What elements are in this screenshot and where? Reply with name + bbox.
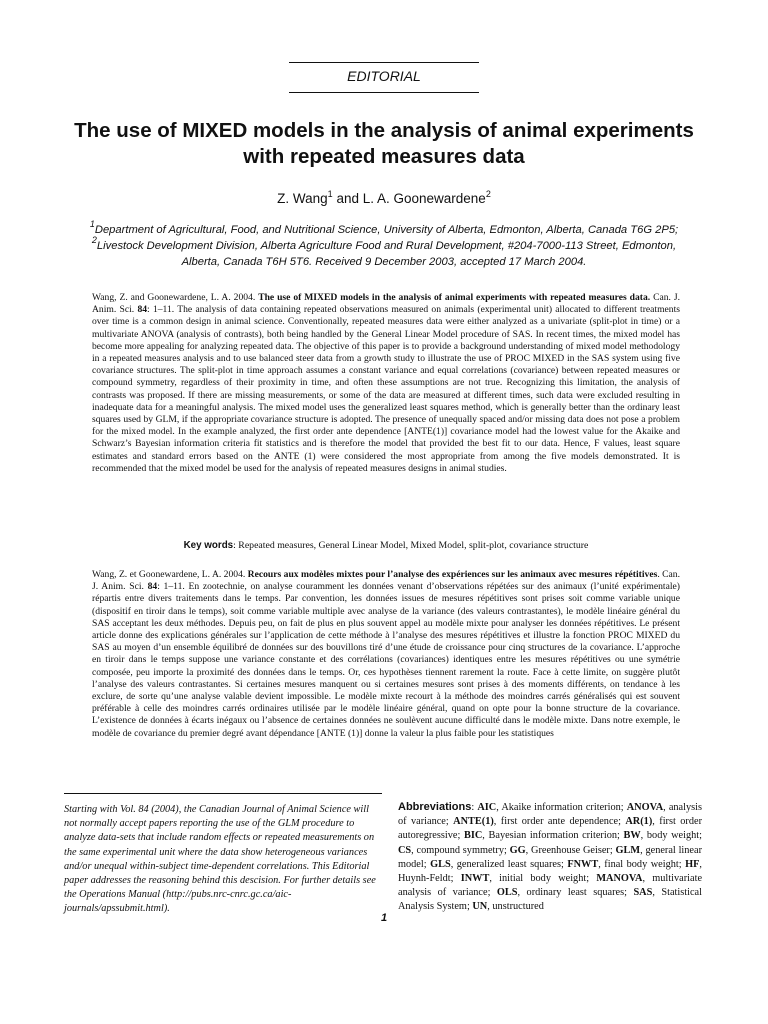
- abbreviation-item: SAS, Statistical Analysis System: [398, 887, 702, 913]
- abbreviation-term: MANOVA: [596, 873, 643, 885]
- header-rule-top: [289, 62, 479, 63]
- abbreviation-definition: Huynh-Feldt: [398, 873, 451, 885]
- abstract-en-journal: Can. J. Anim. Sci.: [92, 292, 681, 316]
- abbreviation-term: AR(1): [625, 816, 653, 828]
- abbreviation-term: UN: [472, 901, 488, 913]
- abbreviation-definition: analysis of variance: [398, 802, 703, 828]
- abbreviation-definition: first order autoregressive: [398, 816, 702, 842]
- abbreviation-term: BIC: [463, 830, 483, 842]
- abbreviation-term: OLS: [496, 887, 518, 899]
- abstract-fr-volume: 84: [147, 581, 158, 593]
- abbreviation-item: CS, compound symmetry: [398, 844, 504, 856]
- abbreviation-item: UN, unstructured: [472, 901, 544, 913]
- abbreviation-definition: generalized least squares: [456, 858, 561, 870]
- abbreviation-definition: multivariate analysis of variance: [398, 873, 703, 899]
- abstract-en-citation: Wang, Z. and Goonewardene, L. A. 2004.: [92, 292, 259, 303]
- abbreviation-definition: initial body weight: [499, 873, 587, 885]
- abbreviation-item: BW, body weight: [623, 830, 700, 842]
- abbreviation-term: SAS: [633, 887, 653, 899]
- affiliation-2-mark: 2: [91, 235, 97, 245]
- abbreviation-term: GG: [509, 844, 526, 856]
- abbreviation-definition: Statistical Analysis System: [398, 887, 702, 913]
- abbreviation-term: FNWT: [567, 858, 599, 870]
- article-title: The use of MIXED models in the analysis of animal experiments with repeated measures data: [74, 119, 694, 168]
- header-rule-bottom: [289, 92, 479, 93]
- abbreviations-list: AIC, Akaike information criterion; ANOVA, analysis of variance; ANTE(1), first order ante dependence; AR(1), first order autoregressive; BIC, Bayesian information criterion; BW, body weight; CS, compound symmetry; GG, Greenhouse Geiser; GLM, general linear model; GLS, generalized least squares; FNWT, final body weight; HF, Huynh-Feldt; INWT, initial body weight; MANOVA, multivariate analysis of variance; OLS, ordinary least squares; SAS, Statistical Analysis System; UN, unstructured: [398, 802, 703, 913]
- author-1-affiliation-mark: 1: [327, 189, 333, 199]
- abbreviation-item: GLS, generalized least squares: [430, 858, 561, 870]
- abstract-fr-text: : 1–11. En zootechnie, on analyse couramment les données venant d’observations répétées sur des animaux (l’unité expérimentale) répartis entre divers traitements dans le temps. Par convention, les données issues de mesures répétitives sont prises soit comme variable unique (dispositif en tiroir dans le temps), soit comme variable multiple avec analyse de la variance (des valeurs contrastantes), le modèle linéaire général du SAS acceptant les deux méthodes. Depuis peu, on fait de plus en plus souvent appel au modèle mixte pour analyser les données répétitives. Le présent article donne des explications générales sur l’application de cette méthode à l’analyse des mesures répétitives et illustre la fonction PROC MIXED du SAS au moyen d’un ensemble équilibré de données sur des bouvillons tiré d’une étude de croissance pour cinq structures de la covariance. L’approche en tiroir dans le temps suppose une variance constante et des corrélations (covariances) identiques entre les mesures répétitives ou une symétrie composée, peu importe la proximité des données dans le temps. Or, ces hypothèses tiennent rarement la route. Face à cette limite, on suggère plutôt l’analyse des valeurs contrastantes. Si certaines mesures manquent ou si certaines mesures sont prises à des moments différents, on tendance à les exclure, de sorte qu’une analyse valable devient impossible. Le modèle mixte recourt à la méthode des moindres carrés généralisés qui est souvent préférable à celle des moindres carrés ordinaires utilisée par le modèle linéaire général, quand on opte pour la bonne structure de la covariance. L’existence de données à écarts inégaux ou l’absence de certaines données ne soulèvent aucune difficulté dans le modèle mixte. Dans notre exemple, le modèle de covariance du premier degré avant dépendance [ANTE (1)] donne la valeur la plus faible pour les statistiques: [92, 581, 680, 739]
- abbreviation-item: BIC, Bayesian information criterion: [463, 830, 617, 842]
- abbreviations: Abbreviations: AIC, Akaike information criterion; ANOVA, analysis of variance; ANTE(1), first order ante dependence; AR(1), first order autoregressive; BIC, Bayesian information criterion; BW, body weight; CS, compound symmetry; GG, Greenhouse Geiser; GLM, general linear model; GLS, generalized least squares; FNWT, final body weight; HF, Huynh-Feldt; INWT, initial body weight; MANOVA, multivariate analysis of variance; OLS, ordinary least squares; SAS, Statistical Analysis System; UN, unstructured: [398, 801, 703, 913]
- abbreviation-definition: Bayesian information criterion: [488, 830, 617, 842]
- abbreviation-definition: first order ante dependence: [500, 816, 619, 828]
- abbreviation-item: AR(1), first order autoregressive: [398, 816, 702, 842]
- abbreviation-item: OLS, ordinary least squares: [496, 887, 625, 899]
- abbreviation-term: GLS: [430, 858, 451, 870]
- abbreviation-item: INWT, initial body weight: [460, 873, 587, 885]
- keywords-label: Key words: [183, 540, 234, 551]
- abbreviation-term: ANOVA: [626, 802, 664, 813]
- author-1: Z. Wang: [277, 191, 328, 206]
- page-number: 1: [380, 912, 388, 924]
- affiliation-2: Livestock Development Division, Alberta Agriculture Food and Rural Development, #204-7000-113 Street, Edmonton, Alberta, Canada T6H 5T6. Received 9 December 2003, accepted 17 March 2004.: [96, 240, 677, 268]
- abbreviation-item: GG, Greenhouse Geiser: [509, 844, 610, 856]
- abstract-french: [92, 569, 680, 740]
- abbreviation-term: ANTE(1): [453, 816, 494, 828]
- abbreviation-item: GLM, general linear model: [398, 844, 703, 870]
- abbreviation-item: MANOVA, multivariate analysis of variance: [398, 873, 703, 899]
- author-2: and L. A. Goonewardene: [332, 191, 486, 206]
- abstract-fr-citation: Wang, Z. et Goonewardene, L. A. 2004.: [92, 569, 248, 580]
- abbreviation-term: HF: [685, 858, 700, 870]
- abstract-fr-title: Recours aux modèles mixtes pour l’analyse des expériences sur les animaux avec mesures répétitives: [247, 569, 658, 580]
- author-line: [0, 191, 768, 206]
- abbreviation-term: INWT: [460, 873, 490, 885]
- affiliations: [78, 219, 690, 270]
- abstract-en-text: : 1–11. The analysis of data containing repeated observations measured on animals (experimental unit) allocated to different treatments over time is a common design in animal science. Conventionally, repeated measures data were either analyzed as a univariate (split-plot in time) or a multivariate ANOVA (analysis of contrasts), both being handled by the General Linear Model procedure of SAS. In recent times, the mixed model has become more appealing for analyzing repeated data. The objective of this paper is to provide a background understanding of mixed model methodology in a repeated measures analysis and to use balanced steer data from a growth study to illustrate the use of PROC MIXED in the SAS system using five covariance structures. The split-plot in time approach assumes a constant variance and equal correlations (covariance) between repeated measures or compound symmetry, regardless of their proximity in time, and often these assumptions are not true. Recognizing this limitation, the analysis of contrasts was proposed. If there are missing measurements, or some of the data are measured at different times, such data were excluded resulting in inadequate data for a meaningful analysis. The mixed model uses the generalized least squares method, which is generally better than the ordinary least squares used by GLM, if the appropriate covariance structure is adopted. The presence of unequally spaced and/or missing data does not pose a problem for the mixed model. In the example analyzed, the first order ante dependence [ANTE(1)] covariance model had the lowest value for the Akaike and Schwarz’s Bayesian information criteria fit statistics and is therefore the model that provided the best fit to our data. Hence, F values, least square estimates and standard errors based on the ANTE (1) were considered the most appropriate from among the five models demonstrated. It is recommended that the mixed model be used for the analysis of repeated measures designs in animal studies.: [92, 304, 680, 474]
- abbreviation-term: BW: [623, 830, 641, 842]
- abbreviation-definition: ordinary least squares: [526, 887, 625, 899]
- abbreviation-definition: general linear model: [398, 844, 703, 870]
- abbreviation-item: ANOVA, analysis of variance: [398, 802, 703, 828]
- abbreviation-definition: compound symmetry: [416, 844, 504, 856]
- keywords: [92, 540, 680, 551]
- affiliation-1: Department of Agricultural, Food, and Nutritional Science, University of Alberta, Edmonton, Alberta, Canada T6G 2P5;: [94, 224, 679, 236]
- abbreviation-definition: Akaike information criterion: [501, 802, 621, 813]
- abstract-en-title: The use of MIXED models in the analysis of animal experiments with repeated measures data.: [258, 292, 651, 303]
- abbreviation-item: HF, Huynh-Feldt: [398, 858, 702, 885]
- affiliation-1-mark: 1: [89, 219, 95, 229]
- abstract-en-volume: 84: [137, 304, 148, 316]
- abbreviation-definition: unstructured: [492, 901, 544, 913]
- abbreviation-definition: body weight: [646, 830, 700, 842]
- section-label: EDITORIAL: [347, 68, 421, 84]
- abbreviation-item: FNWT, final body weight: [567, 858, 679, 870]
- abbreviation-item: AIC, Akaike information criterion: [477, 802, 621, 813]
- abbreviation-term: CS: [398, 844, 412, 856]
- abbreviations-label: Abbreviations: [398, 801, 472, 813]
- author-2-affiliation-mark: 2: [485, 189, 491, 199]
- editor-note: Starting with Vol. 84 (2004), the Canadian Journal of Animal Science will not normally accept papers reporting the use of the GLM procedure to analyze data-sets that include random effects or repeated measurements on the same experimental unit where the data show heterogeneous variances and/or unequal within-subject time-dependent correlations. This Editorial paper addresses the reasoning behind this descision. For further details see the Operations Manual (http://pubs.nrc-cnrc.gc.ca/aic-journals/apssubmit.html).: [64, 804, 376, 915]
- abstract-fr-journal: . Can. J. Anim. Sci.: [92, 569, 680, 593]
- abbreviation-definition: final body weight: [604, 858, 679, 870]
- abstract-english: [92, 292, 680, 475]
- editor-note-rule: [64, 793, 382, 794]
- keywords-text: : Repeated measures, General Linear Model, Mixed Model, split-plot, covariance structure: [233, 540, 589, 551]
- abbreviation-item: ANTE(1), first order ante dependence: [453, 816, 619, 828]
- abbreviation-term: AIC: [477, 802, 497, 813]
- abbreviation-term: GLM: [615, 844, 641, 856]
- abbreviation-definition: Greenhouse Geiser: [531, 844, 610, 856]
